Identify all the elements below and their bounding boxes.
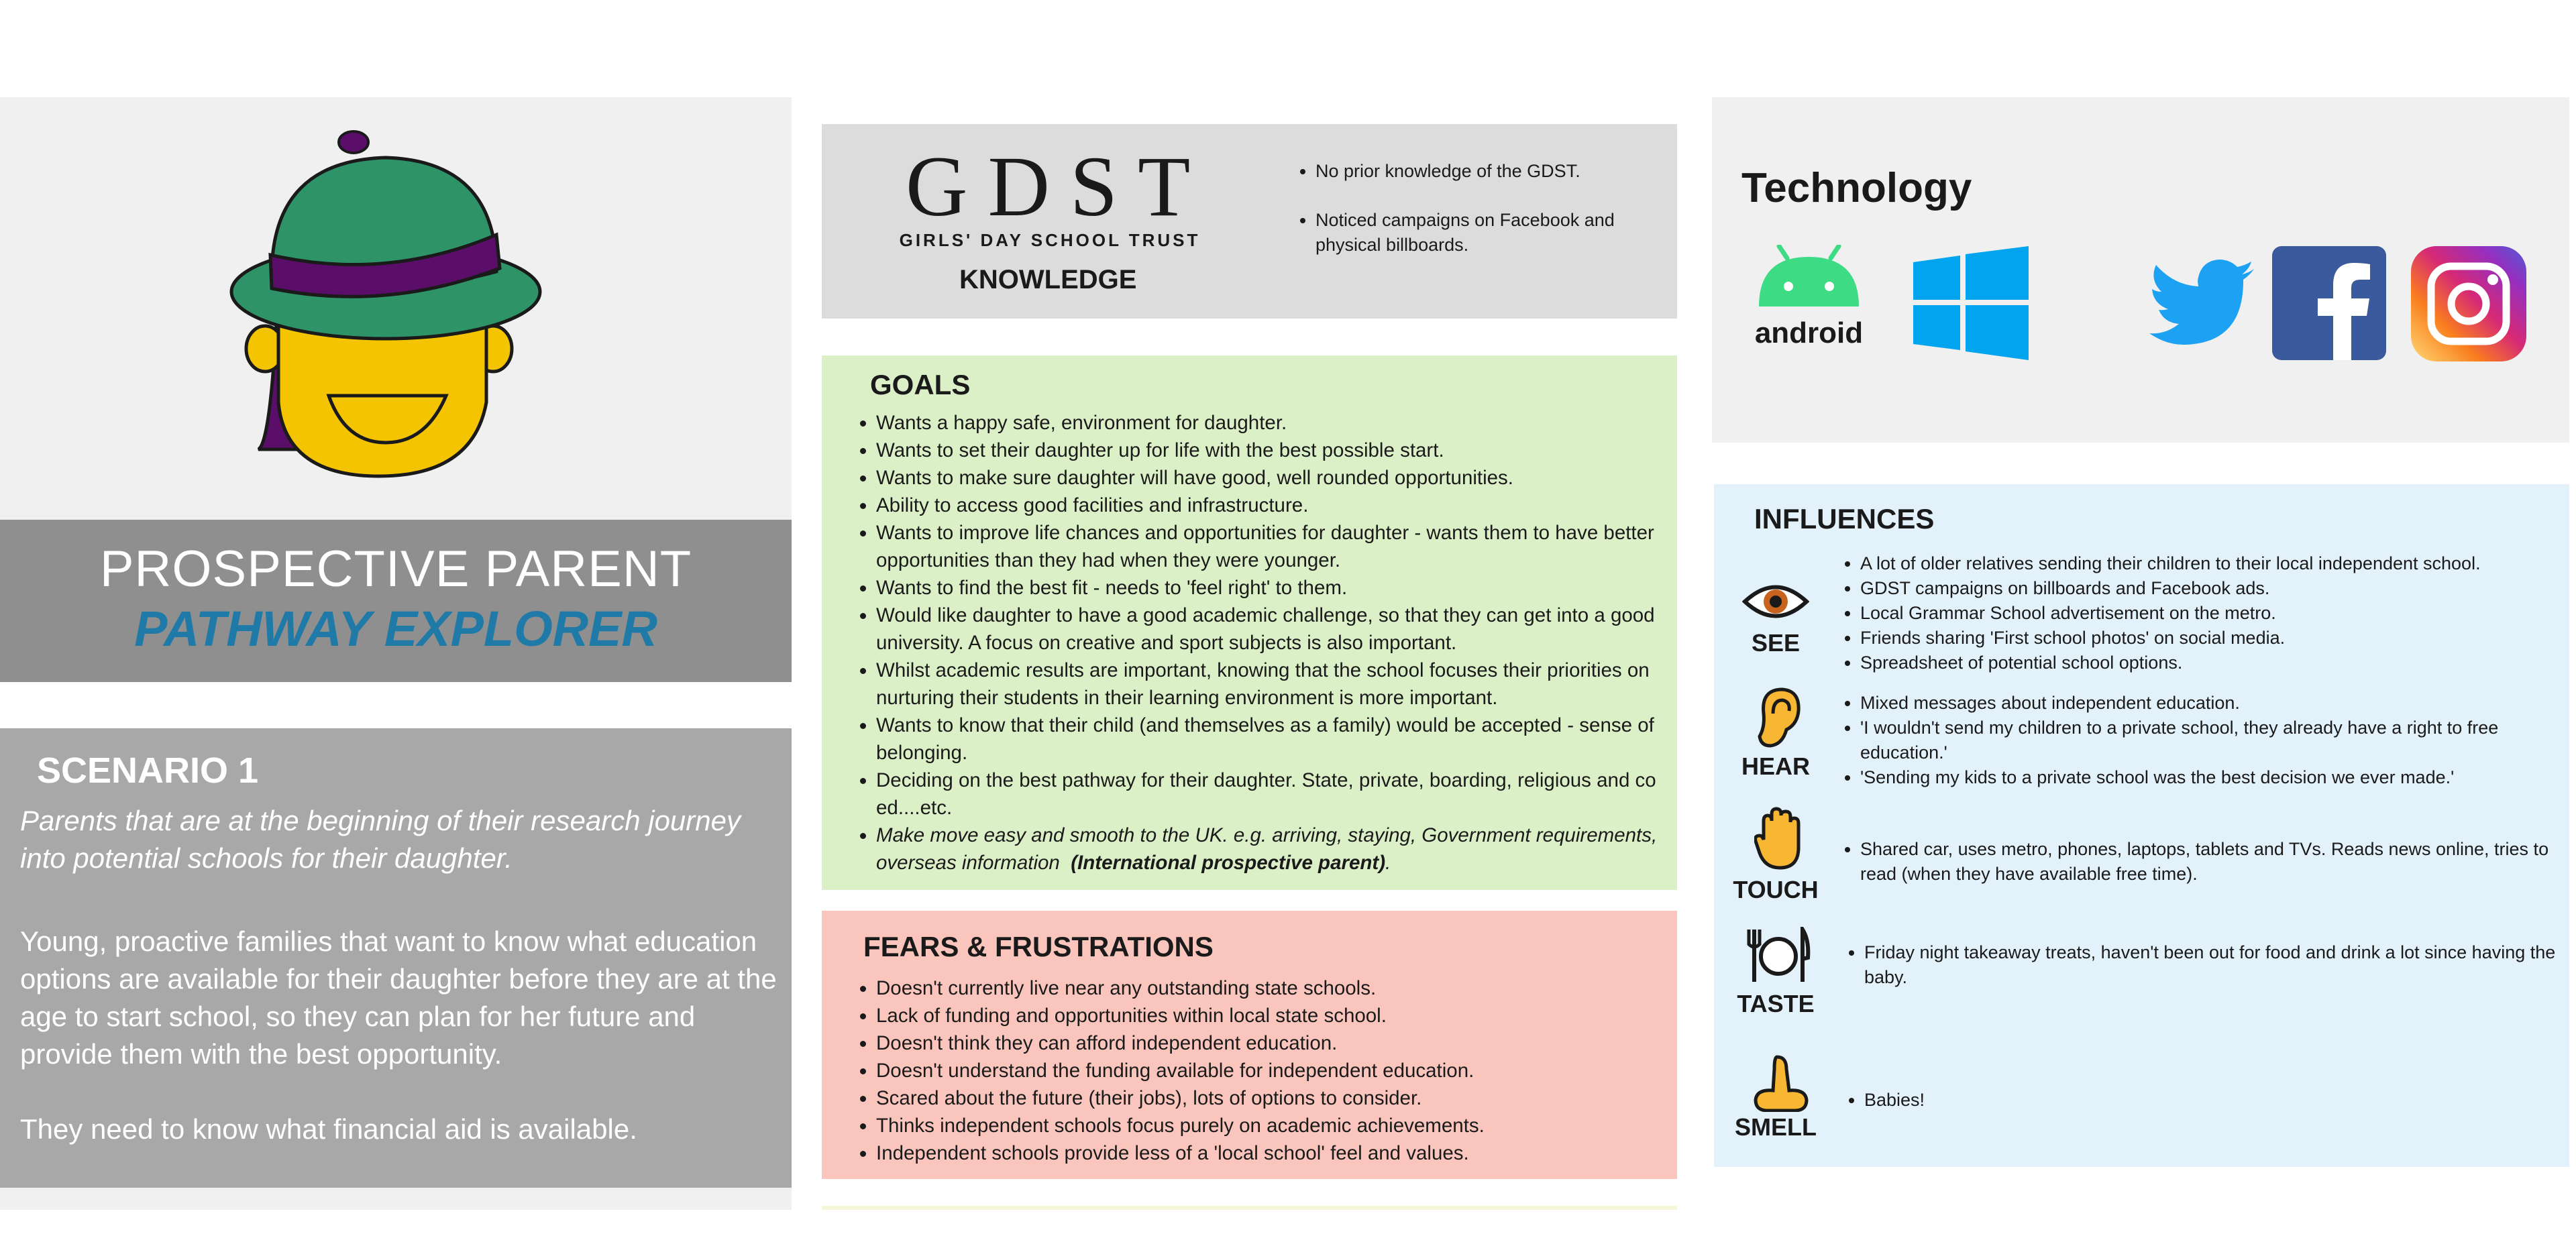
list-item: • Local Grammar School advertisement on the metro.: [1860, 601, 2558, 626]
list-item: • Babies!: [1864, 1088, 2562, 1113]
list-item: • 'I wouldn't send my children to a private school, they already have a right to free education.': [1860, 716, 2558, 765]
scenario-financial-aid: They need to know what financial aid is available.: [20, 1113, 637, 1145]
persona-name: PATHWAY EXPLORER: [134, 601, 657, 657]
list-item: • Wants to make sure daughter will have good, well rounded opportunities.: [876, 464, 1667, 492]
list-item: • Wants to know that their child (and themselves as a family) would be accepted - sense of belonging.: [876, 712, 1667, 767]
taste-list: [1833, 940, 2562, 990]
list-item: • Friday night takeaway treats, haven't been out for food and drink a lot since having the baby.: [1864, 940, 2562, 990]
sense-label-smell: SMELL: [1735, 1113, 1817, 1141]
international-goal-end: .: [1385, 852, 1391, 874]
list-item: • Friends sharing 'First school photos' on social media.: [1860, 626, 2558, 651]
ear-icon: [1756, 687, 1803, 748]
knowledge-title: KNOWLEDGE: [959, 265, 1137, 294]
plate-cutlery-icon: [1746, 927, 1811, 985]
list-item: • GDST campaigns on billboards and Facebook ads.: [1860, 576, 2558, 601]
scenario-title: SCENARIO 1: [37, 750, 259, 791]
scenario-intro: Parents that are at the beginning of their research journey into potential schools for their daughter.: [20, 805, 741, 874]
list-item: • Wants to set their daughter up for life with the best possible start.: [876, 437, 1667, 464]
sense-label-hear: HEAR: [1741, 752, 1810, 780]
android-icon: [1754, 245, 1864, 349]
list-item: • Deciding on the best pathway for their daughter. State, private, boarding, religious and co ed....etc.: [876, 767, 1667, 822]
hand-icon: [1754, 806, 1805, 870]
international-goal-text: Make move easy and smooth to the UK. e.g. arriving, staying, Government requirements, overseas information: [876, 824, 1658, 874]
influences-title: INFLUENCES: [1754, 503, 1935, 535]
see-list: [1829, 551, 2558, 675]
left-footer-strip: [0, 1188, 792, 1210]
list-item: • No prior knowledge of the GDST.: [1316, 159, 1660, 184]
list-item: • Noticed campaigns on Facebook and physical billboards.: [1316, 208, 1660, 258]
gdst-logo: [892, 139, 1211, 251]
sense-label-touch: TOUCH: [1733, 876, 1819, 903]
list-item: • Ability to access good facilities and infrastructure.: [876, 492, 1667, 519]
list-item: • Thinks independent schools focus purely on academic achievements.: [876, 1112, 1667, 1139]
facebook-icon: [2272, 246, 2386, 360]
list-item: • 'Sending my kids to a private school was the best decision we ever made.': [1860, 765, 2558, 790]
gdst-logo-subtitle: GIRLS' DAY SCHOOL TRUST: [899, 230, 1201, 250]
list-item: • Wants to find the best fit - needs to 'feel right' to them.: [876, 574, 1667, 602]
list-item: • Whilst academic results are important, knowing that the school focuses their priorities on nurturing their students in their learning environment is more important.: [876, 657, 1667, 712]
windows-icon: [1913, 246, 2029, 360]
list-item: • Mixed messages about independent education.: [1860, 691, 2558, 716]
knowledge-list: [1285, 159, 1660, 282]
list-item: • Doesn't think they can afford independent education.: [876, 1029, 1667, 1057]
fears-title: FEARS & FRUSTRATIONS: [863, 931, 1214, 962]
list-item: • Doesn't understand the funding available for independent education.: [876, 1057, 1667, 1084]
goals-title: GOALS: [870, 369, 971, 400]
technology-panel: [1712, 97, 2569, 443]
scenario-body: Young, proactive families that want to know what education options are available for their daughter before they are at the age to start school, so they can plan for her future and provide them with the best opportunity.: [20, 925, 777, 1070]
scenario-panel: [0, 728, 792, 1188]
list-item: • Lack of funding and opportunities within local state school.: [876, 1002, 1667, 1029]
persona-title-band: [0, 520, 792, 682]
international-goal-tag: (International prospective parent): [1071, 852, 1386, 874]
sense-label-taste: TASTE: [1737, 990, 1815, 1017]
list-item: • Scared about the future (their jobs), lots of options to consider.: [876, 1084, 1667, 1112]
list-item: • Independent schools provide less of a 'local school' feel and values.: [876, 1139, 1667, 1167]
hear-list: [1829, 691, 2558, 790]
list-item: • A lot of older relatives sending their children to their local independent school.: [1860, 551, 2558, 576]
touch-list: [1829, 837, 2558, 887]
fears-list: [845, 974, 1667, 1167]
technology-title: Technology: [1741, 165, 1972, 211]
fears-panel: [822, 911, 1677, 1179]
gdst-logo-letters: GDST: [906, 139, 1211, 234]
goals-list: [845, 409, 1667, 877]
instagram-icon: [2411, 246, 2526, 361]
eye-icon: [1742, 578, 1809, 625]
middle-footer-strip: [822, 1206, 1677, 1210]
sense-label-see: SEE: [1751, 629, 1801, 657]
list-item: • Spreadsheet of potential school options.: [1860, 651, 2558, 675]
goals-panel: [822, 355, 1677, 890]
list-item: • Wants to improve life chances and opportunities for daughter - wants them to have better opportunities than they had when they were younger.: [876, 519, 1667, 574]
influences-panel: [1714, 484, 2569, 1167]
list-item: • Would like daughter to have a good academic challenge, so that they can get into a good university. A focus on creative and sport subjects is also important.: [876, 602, 1667, 657]
avatar-panel: [0, 97, 792, 520]
parent-avatar-icon: [225, 127, 547, 483]
android-label: android: [1754, 317, 1864, 349]
twitter-icon: [2148, 257, 2255, 347]
knowledge-panel: [822, 124, 1677, 319]
list-item: • Wants a happy safe, environment for daughter.: [876, 409, 1667, 437]
list-item-international: [876, 822, 1667, 877]
list-item: • Doesn't currently live near any outstanding state schools.: [876, 974, 1667, 1002]
list-item: • Shared car, uses metro, phones, laptops, tablets and TVs. Reads news online, tries to read (when they have available free time).: [1860, 837, 2558, 887]
android-robot-icon: [1754, 245, 1864, 312]
nose-icon: [1753, 1054, 1809, 1112]
persona-role: PROSPECTIVE PARENT: [99, 541, 692, 598]
smell-list: [1833, 1088, 2562, 1113]
